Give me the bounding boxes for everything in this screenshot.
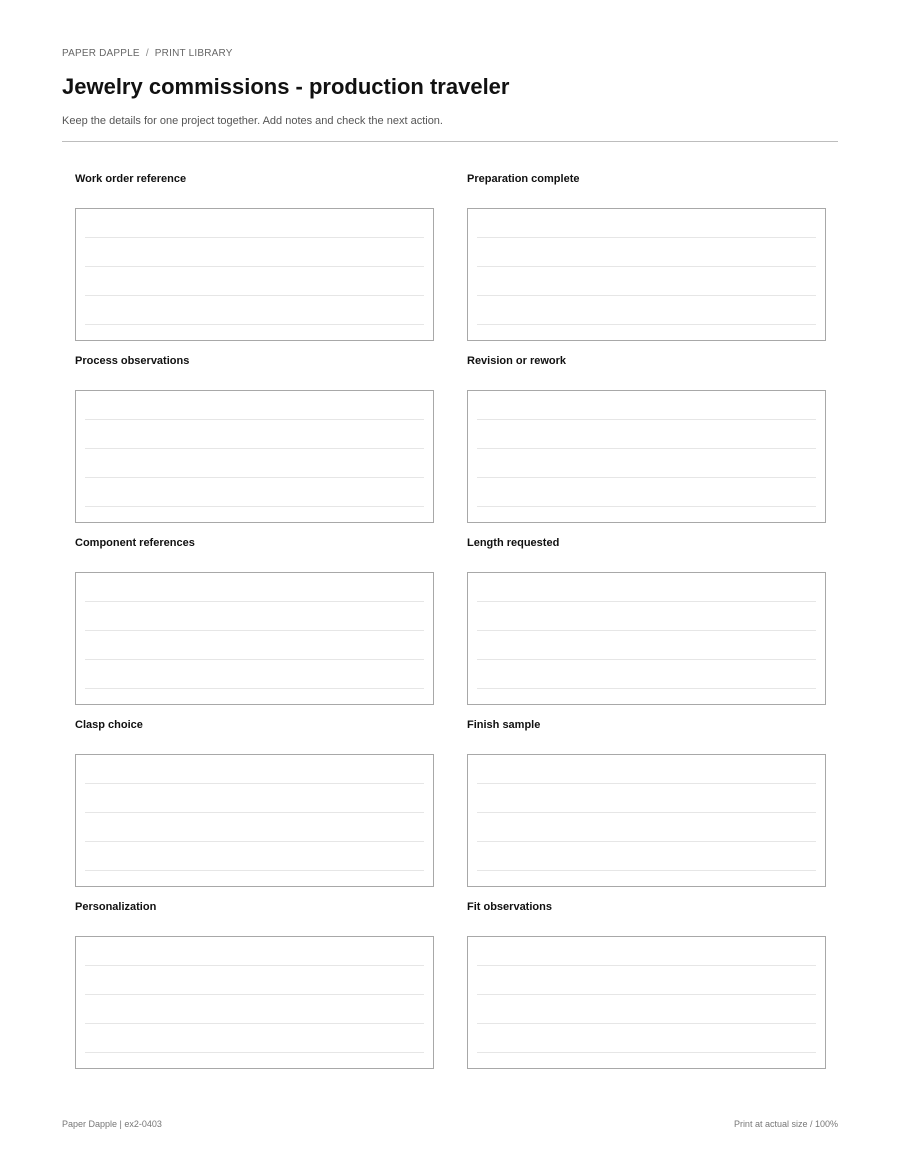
field-finish-sample (467, 718, 826, 886)
write-in-box[interactable] (467, 390, 826, 523)
writing-line (477, 659, 816, 660)
writing-line (477, 783, 816, 784)
writing-line (477, 324, 816, 325)
field-label: Finish sample (467, 719, 541, 731)
field-component-references (75, 536, 434, 704)
writing-line (477, 1023, 816, 1024)
breadcrumb-section: PRINT LIBRARY (154, 48, 233, 59)
writing-line (85, 812, 424, 813)
fields-grid (75, 172, 826, 1068)
write-in-box[interactable] (75, 572, 434, 705)
field-label: Work order reference (75, 173, 187, 185)
writing-line (85, 601, 424, 602)
writing-line (85, 688, 424, 689)
writing-line (85, 1023, 424, 1024)
breadcrumb (62, 48, 233, 59)
field-process-observations (75, 354, 434, 522)
write-in-box[interactable] (75, 936, 434, 1069)
field-clasp-choice (75, 718, 434, 886)
field-label: Preparation complete (467, 173, 580, 185)
field-fit-observations (467, 900, 826, 1068)
write-in-box[interactable] (75, 208, 434, 341)
writing-line (85, 994, 424, 995)
writing-line (477, 419, 816, 420)
breadcrumb-separator: / (145, 48, 149, 59)
writing-line (477, 448, 816, 449)
write-in-box[interactable] (467, 936, 826, 1069)
page-subtitle: Keep the details for one project together. Add notes and check the next action. (62, 115, 443, 127)
write-in-box[interactable] (467, 572, 826, 705)
field-label: Component references (75, 537, 195, 549)
field-personalization (75, 900, 434, 1068)
writing-line (85, 237, 424, 238)
writing-line (477, 506, 816, 507)
field-label: Fit observations (467, 901, 552, 913)
field-label: Revision or rework (467, 355, 567, 367)
writing-line (85, 783, 424, 784)
writing-line (85, 659, 424, 660)
write-in-box[interactable] (75, 754, 434, 887)
writing-line (85, 266, 424, 267)
writing-line (85, 841, 424, 842)
field-label: Length requested (467, 537, 560, 549)
writing-line (85, 448, 424, 449)
writing-line (85, 506, 424, 507)
writing-line (477, 688, 816, 689)
field-label: Clasp choice (75, 719, 143, 731)
field-revision-or-rework (467, 354, 826, 522)
breadcrumb-brand: PAPER DAPPLE (62, 48, 140, 59)
writing-line (85, 477, 424, 478)
writing-line (477, 965, 816, 966)
writing-line (85, 1052, 424, 1053)
header-divider (62, 141, 838, 142)
page-title: Jewelry commissions - production traveler (62, 74, 510, 99)
writing-line (477, 237, 816, 238)
writing-line (477, 1052, 816, 1053)
field-work-order-reference (75, 172, 434, 340)
writing-line (477, 630, 816, 631)
writing-line (477, 601, 816, 602)
field-preparation-complete (467, 172, 826, 340)
field-length-requested (467, 536, 826, 704)
writing-line (85, 419, 424, 420)
writing-line (477, 295, 816, 296)
writing-line (477, 812, 816, 813)
writing-line (477, 477, 816, 478)
footer-document-id: Paper Dapple | ex2-0403 (62, 1119, 162, 1129)
writing-line (85, 295, 424, 296)
write-in-box[interactable] (467, 754, 826, 887)
field-label: Process observations (75, 355, 190, 367)
write-in-box[interactable] (75, 390, 434, 523)
writing-line (85, 324, 424, 325)
writing-line (85, 870, 424, 871)
write-in-box[interactable] (467, 208, 826, 341)
footer-print-note: Print at actual size / 100% (733, 1119, 838, 1129)
writing-line (477, 994, 816, 995)
field-label: Personalization (75, 901, 157, 913)
writing-line (477, 870, 816, 871)
writing-line (477, 266, 816, 267)
writing-line (85, 630, 424, 631)
writing-line (85, 965, 424, 966)
writing-line (477, 841, 816, 842)
